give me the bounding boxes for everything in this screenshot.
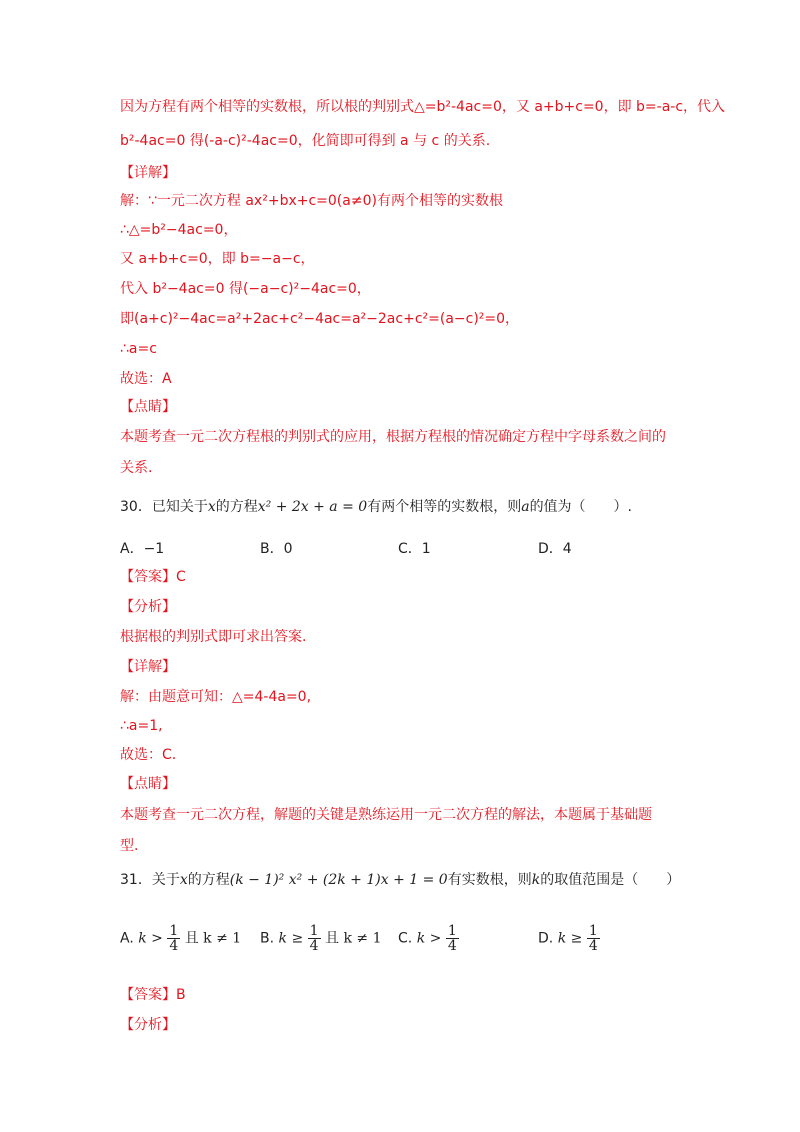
q30-var-x: x bbox=[207, 499, 216, 515]
q31-option-c-fraction bbox=[446, 924, 459, 953]
q31-option-d-relation: k ≥ bbox=[557, 930, 583, 947]
q31-option-b-fraction bbox=[308, 924, 321, 953]
q29-detail-3: 又 a+b+c=0，即 b=−a−c， bbox=[120, 251, 315, 267]
q30-analysis: 根据根的判别式即可求出答案. bbox=[120, 629, 307, 645]
q31-option-b-relation: k ≥ bbox=[278, 930, 304, 947]
fraction-denominator: 4 bbox=[447, 938, 457, 954]
q30-choose: 故选：C. bbox=[120, 747, 177, 763]
q30-option-c: C．1 bbox=[398, 541, 431, 557]
q31-option-a-tail: 且 k ≠ 1 bbox=[184, 930, 242, 947]
fraction-numerator: 1 bbox=[169, 923, 179, 939]
q30-comment-tag: 【点睛】 bbox=[120, 776, 176, 792]
fraction-numerator: 1 bbox=[309, 923, 319, 939]
q30-comment-2: 型. bbox=[120, 838, 139, 854]
q31-option-d-fraction bbox=[587, 924, 600, 953]
q30-number: 30．已知关于 bbox=[120, 499, 208, 515]
q31-option-d bbox=[538, 924, 600, 953]
q30-equation: x² + 2x + a = 0 bbox=[257, 499, 368, 515]
q29-detail-1: 解：∵一元二次方程 ax²+bx+c=0(a≠0)有两个相等的实数根 bbox=[120, 193, 503, 209]
q31-option-b-tail: 且 k ≠ 1 bbox=[325, 930, 382, 947]
fraction-numerator: 1 bbox=[588, 923, 598, 939]
fraction-denominator: 4 bbox=[588, 938, 598, 954]
fraction-numerator: 1 bbox=[447, 923, 457, 939]
q30-detail-2: ∴a=1, bbox=[120, 718, 163, 734]
q31-stem-mid2: 有实数根，则 bbox=[447, 872, 532, 888]
fraction-denominator: 4 bbox=[309, 938, 319, 954]
q31-var-x: x bbox=[179, 872, 188, 888]
q31-option-a-relation: k > bbox=[138, 930, 163, 947]
q30-analysis-tag: 【分析】 bbox=[120, 599, 176, 615]
q29-analysis-line-1 bbox=[120, 97, 725, 117]
q31-option-b-label: B. bbox=[260, 930, 275, 947]
q30-comment-1: 本题考查一元二次方程，解题的关键是熟练运用一元二次方程的解法，本题属于基础题 bbox=[120, 807, 652, 823]
q30-detail-1: 解：由题意可知：△=4-4a=0, bbox=[120, 689, 312, 705]
q29-comment-1: 本题考查一元二次方程根的判别式的应用，根据方程根的情况确定方程中字母系数之间的 bbox=[120, 429, 666, 445]
q31-analysis-tag: 【分析】 bbox=[120, 1017, 176, 1033]
q30-detail-tag: 【详解】 bbox=[120, 659, 176, 675]
q31-option-c bbox=[398, 924, 459, 953]
q30-stem bbox=[120, 497, 632, 517]
q29-comment-tag: 【点睛】 bbox=[120, 399, 176, 415]
q30-stem-end: 的值为（ ）. bbox=[529, 499, 633, 515]
fraction-denominator: 4 bbox=[169, 938, 179, 954]
q31-option-a-fraction bbox=[167, 924, 180, 953]
q29-analysis-line-2 bbox=[120, 131, 490, 151]
q31-stem bbox=[120, 870, 680, 890]
q31-answer: 【答案】B bbox=[120, 987, 186, 1003]
q29-detail-6: ∴a=c bbox=[120, 341, 157, 357]
q31-option-b bbox=[260, 924, 382, 953]
q29-detail-4: 代入 b²−4ac=0 得(−a−c)²−4ac=0， bbox=[120, 281, 371, 297]
q30-option-a: A．−1 bbox=[120, 541, 165, 557]
q31-equation: (k − 1)² x² + (2k + 1)x + 1 = 0 bbox=[229, 872, 448, 888]
q29-detail-2: ∴△=b²−4ac=0， bbox=[120, 222, 238, 238]
q29-analysis-text-1: 因为方程有两个相等的实数根，所以根的判别式△=b²-4ac=0，又 a+b+c=0，即 b=-a-c，代入 bbox=[120, 99, 726, 115]
q29-detail-tag: 【详解】 bbox=[120, 165, 176, 181]
q30-option-d: D．4 bbox=[538, 541, 572, 557]
q29-choose: 故选：A bbox=[120, 371, 172, 387]
q31-number: 31．关于 bbox=[120, 872, 180, 888]
q30-var-a: a bbox=[521, 499, 530, 515]
q30-option-b: B．0 bbox=[260, 541, 293, 557]
q31-option-a-label: A. bbox=[120, 930, 134, 947]
q31-stem-end: 的取值范围是（ ） bbox=[540, 872, 681, 888]
q31-var-k: k bbox=[531, 872, 541, 888]
q31-option-d-label: D. bbox=[538, 930, 554, 947]
q31-option-c-relation: k > bbox=[416, 930, 442, 947]
q30-answer: 【答案】C bbox=[120, 569, 186, 585]
q30-stem-mid: 的方程 bbox=[215, 499, 258, 515]
q29-detail-5: 即(a+c)²−4ac=a²+2ac+c²−4ac=a²−2ac+c²=(a−c)²=0， bbox=[120, 311, 520, 327]
q31-option-c-label: C. bbox=[398, 930, 413, 947]
q31-option-a bbox=[120, 924, 241, 953]
q29-comment-2: 关系. bbox=[120, 460, 153, 476]
q29-analysis-text-2: b²-4ac=0 得(-a-c)²-4ac=0，化简即可得到 a 与 c 的关系. bbox=[120, 133, 491, 149]
q30-stem-mid2: 有两个相等的实数根，则 bbox=[367, 499, 522, 515]
q31-stem-mid: 的方程 bbox=[187, 872, 230, 888]
